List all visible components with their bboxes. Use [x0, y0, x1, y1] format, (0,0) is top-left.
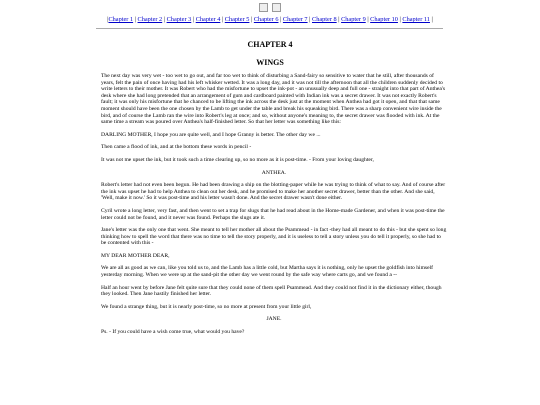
- nav-sep: |: [431, 16, 433, 23]
- signature-jane: JANE.: [266, 316, 282, 323]
- signature-anthea: ANTHEA.: [261, 169, 287, 176]
- chapter-nav: [0, 16, 540, 24]
- nav-sep: |: [221, 16, 224, 23]
- paragraph: Robert's letter had not even been begun. He had been drawing a ship on the blotting-paper while he was trying to think of what to say. And of course after the ink was upset he had to help Anthea to clean out her desk, and he promised to make her another secret drawer, better than the other. And she said, 'Well, make it now.' So it was post-time and his letter wasn't done. And the secret drawer wasn't done either.: [101, 182, 446, 202]
- paragraph: Half an hour went by before Jane felt quite sure that they could none of them spell Psammead. And they could not find it in the dictionary either, though they looked. Then Jane hastily finished her letter.: [101, 284, 442, 298]
- nav-sep: |: [309, 16, 311, 23]
- paragraph: We are all as good as we can, like you told us to, and the Lamb has a little cold, but Martha says it is nothing, only he upset the goldfish into himself yesterday morning. When we were up at the sand-pit the other day we went round by the safe way where carts go, and we found a --: [101, 265, 434, 279]
- chapter-title: WINGS: [256, 58, 284, 67]
- chapter-link-2[interactable]: Chapter 2: [137, 16, 163, 23]
- paragraph: Jane's letter was the only one that went. She meant to tell her mother all about the Psammead - in fact -they had all meant to do this - but she spent so long thinking how to spell the word that there was no time to tell the story properly, and it is useless to tell a story unless you do tell it properly, so she had to be contented with this -: [101, 227, 447, 247]
- nav-sep: |: [338, 16, 340, 23]
- nav-sep: |: [192, 16, 195, 23]
- paragraph: The next day was very wet - too wet to go out, and far too wet to think of disturbing a Sand-fairy so sensitive to water that he still, after thousands of years, felt the pain of once having had his left whisker wetted. It was a long day, and it was not till the afternoon that all the children suddenly decided to write letters to their mother. It was Robert who had the misfortune to upset the ink-pot - an unusually deep and full one - straight into that part of Anthea's desk where she had long pretended that an arrangement of gum and cardboard painted with Indian ink was a secret drawer. It was not exactly Robert's fault; it was only his misfortune that he chanced to be lifting the ink across the desk just at the moment when Anthea had got it open, and that that same moment should have been the one chosen by the Lamb to get under the table and break his squeaking bird. There was a sharp convenient wire inside the bird, and of course the Lamb ran the wire into Robert's leg at once; and so, without anyone's meaning to, the secret drawer was flooded with ink. At the same time a stream was poured over Anthea's half-finished letter. So that her letter was something like this:: [101, 73, 446, 126]
- chapter-link-4[interactable]: Chapter 4: [195, 16, 221, 23]
- chapter-link-3[interactable]: Chapter 3: [166, 16, 192, 23]
- chapter-link-7[interactable]: Chapter 7: [282, 16, 308, 23]
- nav-sep: |: [163, 16, 166, 23]
- paragraph: Ps. - If you could have a wish come true, what would you have?: [101, 329, 245, 336]
- paragraph: MY DEAR MOTHER DEAR,: [101, 252, 170, 259]
- chapter-link-1[interactable]: Chapter 1: [108, 16, 134, 23]
- paragraph: Cyril wrote a long letter, very fast, and then went to set a trap for slugs that he had read about in the Home-made Gardener, and when it was post-time the letter could not be found, and it never was found. Perhaps the slugs ate it.: [101, 207, 445, 221]
- chapter-link-9[interactable]: Chapter 9: [341, 16, 366, 23]
- paragraph: DARLING MOTHER, I hope you are quite well, and I hope Granny is better. The other day we ...: [101, 131, 321, 138]
- nav-sep: |: [280, 16, 282, 23]
- chapter-link-11[interactable]: Chapter 11: [402, 16, 430, 23]
- chapter-text: [101, 73, 447, 342]
- paragraph: Then came a flood of ink, and at the bottom these words in pencil -: [101, 144, 252, 151]
- nav-sep: |: [107, 16, 109, 23]
- chapter-link-5[interactable]: Chapter 5: [224, 16, 250, 23]
- header-images: [0, 3, 540, 12]
- nav-sep: |: [134, 16, 136, 23]
- nav-divider: [96, 28, 443, 29]
- nav-sep: |: [367, 16, 369, 23]
- broken-image-icon: [259, 3, 268, 12]
- paragraph: We found a strange thing, but it is nearly post-time, so no more at present from your little girl,: [101, 303, 312, 310]
- broken-image-icon: [272, 3, 281, 12]
- chapter-link-10[interactable]: Chapter 10: [370, 16, 398, 23]
- chapter-link-8[interactable]: Chapter 8: [312, 16, 337, 23]
- chapter-heading: CHAPTER 4: [247, 40, 293, 49]
- nav-sep: |: [399, 16, 401, 23]
- nav-sep: |: [251, 16, 253, 23]
- paragraph: It was not me upset the ink, but it took such a time clearing up, so no more as it is post-time. - From your loving daughter,: [101, 156, 374, 163]
- chapter-link-6[interactable]: Chapter 6: [253, 16, 279, 23]
